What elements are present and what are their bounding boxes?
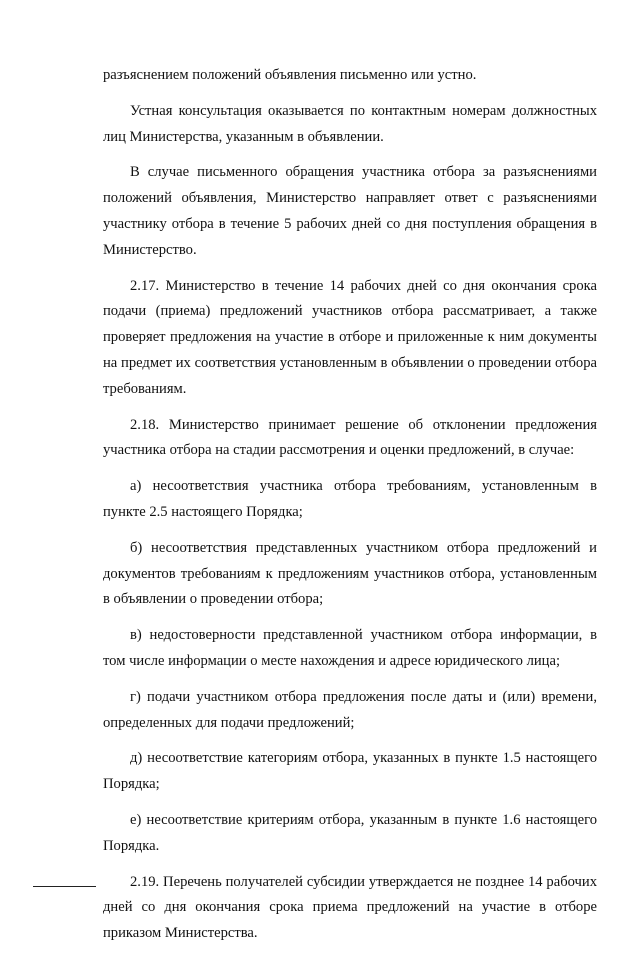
paragraph-oral-consultation: Устная консультация оказывается по контактным номерам должностных лиц Министерства, указанным в объявлении. [103,102,597,145]
list-item-g: г) подачи участником отбора предложения после даты и (или) времени, определенных для подачи предложений; [103,688,597,731]
list-item-v: в) недостоверности представленной участником отбора информации, в том числе информации о месте нахождения и адресе юридического лица; [103,627,597,669]
footnote-divider [33,886,96,887]
paragraph-2-18: 2.18. Министерство принимает решение об отклонении предложения участника отбора на стадии рассмотрения и оценки предложений, в случае: [103,416,597,459]
paragraph-written-request: В случае письменного обращения участника отбора за разъяснениями положений объявления, Министерство направляет ответ с разъяснениями участнику отбора в течение 5 рабочих дней со дня поступления обращения в Министерство. [103,164,597,258]
paragraph-continuation: разъяснением положений объявления письменно или устно. [103,67,477,83]
list-item-d: д) несоответствие категориям отбора, указанных в пункте 1.5 настоящего Порядка; [103,750,597,793]
list-item-a: а) несоответствия участника отбора требованиям, установленным в пункте 2.5 настоящего Порядка; [103,478,597,520]
list-item-e: е) несоответствие критериям отбора, указанным в пункте 1.6 настоящего Порядка. [103,811,597,854]
document-body [103,63,597,957]
paragraph-2-19: 2.19. Перечень получателей субсидии утверждается не позднее 14 рабочих дней со дня окончания срока приема предложений на участие в отборе приказом Министерства. [103,873,597,942]
list-item-b: б) несоответствия представленных участником отбора предложений и документов требованиям к предложениям участников отбора, установленным в объявлении о проведении отбора; [103,539,597,608]
paragraph-2-17: 2.17. Министерство в течение 14 рабочих дней со дня окончания срока подачи (приема) предложений участников отбора рассматривает, а также проверяет предложения на участие в отборе и приложенные к ним документы на предмет их соответствия установленным в объявлении о проведении отбора требованиям. [103,277,597,397]
